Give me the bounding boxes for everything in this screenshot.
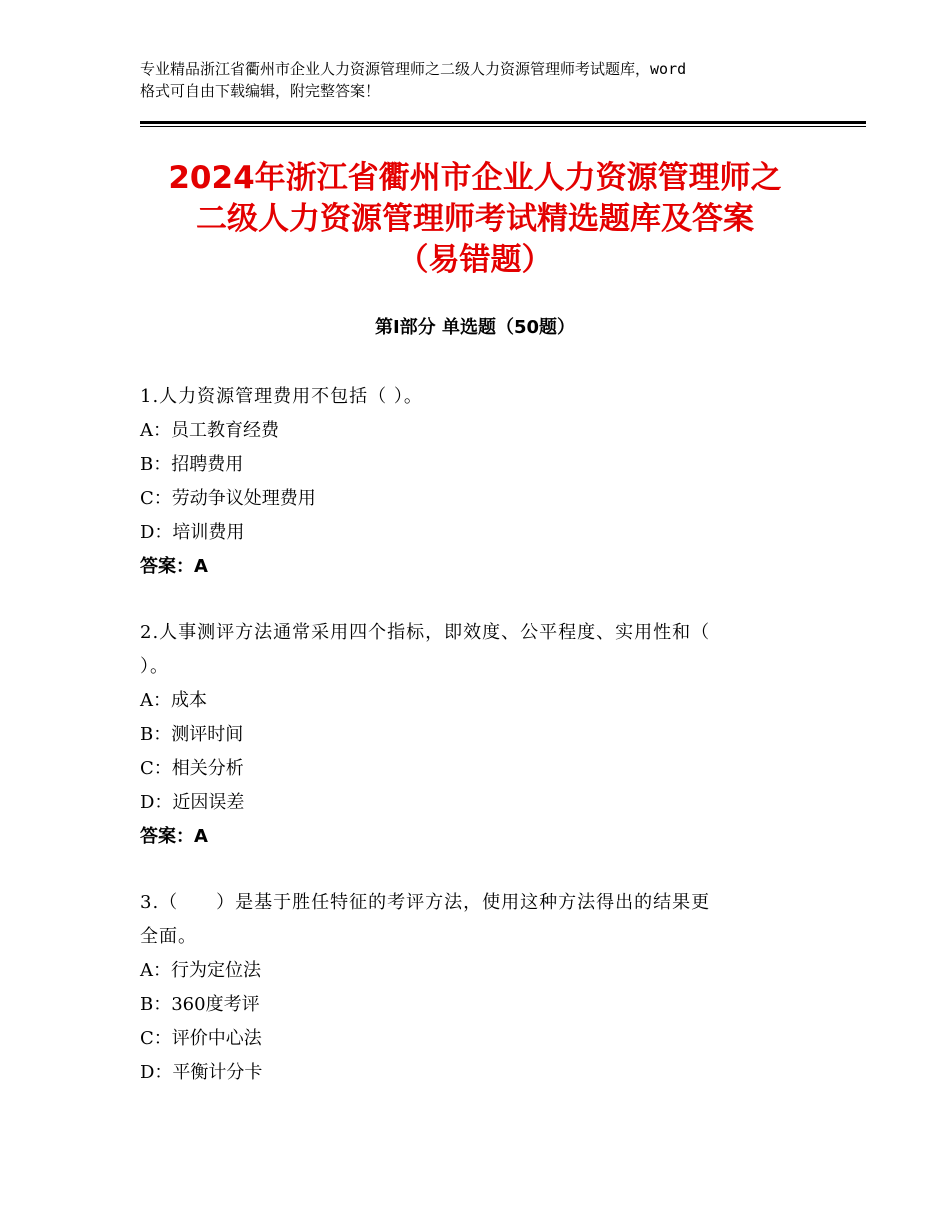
section-title: 第Ⅰ部分 单选题（50题）: [374, 317, 575, 338]
header-divider-thin: [140, 126, 866, 127]
option-c: C：劳动争议处理费用: [140, 488, 316, 509]
question-1: [140, 380, 800, 584]
answer-label: 答案：A: [140, 556, 208, 577]
document-title: [110, 158, 840, 281]
option-b: B：360度考评: [140, 994, 260, 1015]
question-stem-line: 2.人事测评方法通常采用四个指标，即效度、公平程度、实用性和（: [140, 622, 711, 643]
question-stem-line: 3.（ ）是基于胜任特征的考评方法，使用这种方法得出的结果更: [140, 892, 711, 913]
question-list: [140, 380, 800, 1122]
document-title-line-3: （易错题）: [397, 242, 553, 278]
header-note: [140, 58, 830, 102]
option-d: D：近因误差: [140, 792, 245, 813]
question-2: [140, 616, 800, 854]
question-stem-line: 全面。: [140, 926, 197, 947]
question-stem: [140, 380, 800, 414]
option-a: A：员工教育经费: [140, 420, 279, 441]
option-a: A：成本: [140, 690, 207, 711]
header-divider-thick: [140, 121, 866, 124]
option-d: D：平衡计分卡: [140, 1062, 263, 1083]
question-stem: [140, 616, 800, 684]
document-title-line-1: 2024年浙江省衢州市企业人力资源管理师之: [168, 160, 782, 196]
document-title-line-2: 二级人力资源管理师考试精选题库及答案: [196, 201, 754, 237]
option-a: A：行为定位法: [140, 960, 261, 981]
option-c: C：评价中心法: [140, 1028, 262, 1049]
header-note-line-1: 专业精品浙江省衢州市企业人力资源管理师之二级人力资源管理师考试题库，word: [140, 60, 687, 78]
option-b: B：测评时间: [140, 724, 244, 745]
question-stem-line: ）。: [140, 656, 169, 677]
question-stem: [140, 886, 800, 954]
option-d: D：培训费用: [140, 522, 245, 543]
question-stem-line: 1.人力资源管理费用不包括（ ）。: [140, 386, 423, 407]
option-c: C：相关分析: [140, 758, 244, 779]
option-b: B：招聘费用: [140, 454, 244, 475]
header-note-line-2: 格式可自由下载编辑，附完整答案！: [140, 82, 381, 100]
answer-label: 答案：A: [140, 826, 208, 847]
question-3: [140, 886, 800, 1090]
